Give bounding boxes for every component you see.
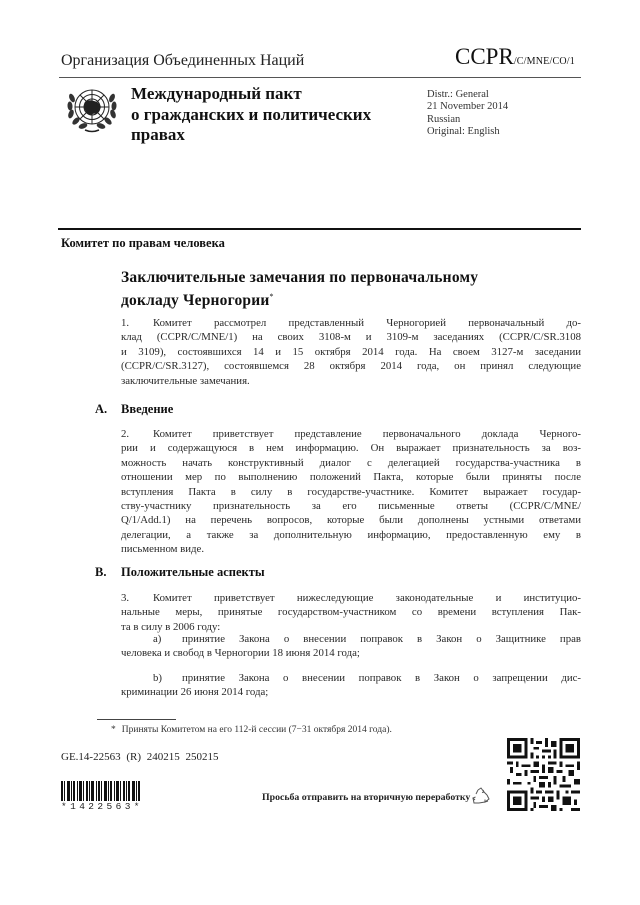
subitem-line: b) принятие Закона о внесении поправок в Закон о запрещении дис-	[153, 672, 581, 684]
distr-original: Original: English	[427, 126, 500, 138]
barcode-icon	[61, 781, 152, 801]
para-line: заключительные замечания.	[121, 374, 250, 387]
para-line: Q/1/Add.1) на перечень вопросов, которые были дополнены устными ответами	[121, 514, 581, 527]
recycle-notice: Просьба отправить на вторичную переработку	[262, 792, 471, 803]
para-line: нальные меры, принятые государством-участником со времени вступления Пак-	[121, 606, 581, 619]
barcode-number: *1422563*	[61, 801, 143, 812]
qr-code-icon	[507, 738, 580, 811]
para-line: та в силу в 2006 году:	[121, 620, 221, 633]
title-line: Заключительные замечания по первоначальному	[121, 269, 479, 286]
distr-general: Distr.: General	[427, 89, 489, 100]
organization-name: Организация Объединенных Наций	[61, 52, 305, 69]
section-heading-a	[95, 402, 173, 417]
subitem-line: криминации 26 июня 2014 года;	[121, 686, 269, 699]
thick-rule	[58, 228, 581, 230]
subitem-mark: a)	[153, 633, 162, 645]
para-line: письменном виде.	[121, 543, 205, 556]
para-line: делегации, а также за дополнительную информацию, предоставленную ему в	[121, 528, 581, 541]
section-heading-b	[95, 565, 265, 580]
title-line-2: докладу Черногории*	[121, 292, 274, 310]
para-line: можность начать конструктивный диалог с делегацией государства-участника в	[121, 456, 581, 469]
para-number: 1.	[121, 317, 130, 329]
section-letter: A.	[95, 402, 108, 416]
treaty-title	[131, 84, 371, 146]
subitem-mark: b)	[153, 672, 162, 684]
subitem-line: человека и свобод в Черногории 18 июня 2014 года;	[121, 647, 360, 660]
distr-language: Russian	[427, 113, 461, 125]
subitem-b	[121, 671, 581, 700]
treaty-title-line: правах	[131, 125, 185, 144]
footnote-mark: *	[111, 725, 116, 735]
para-line: рии и содержащуюся в нем информацию. Он выражает признательность за воз-	[121, 442, 581, 455]
un-emblem-icon	[63, 80, 121, 142]
para-line: 2. Комитет приветствует представление первоначального доклада Черного-	[121, 428, 581, 440]
job-number: GE.14-22563 (R) 240215 250215	[61, 751, 219, 763]
paragraph-3	[121, 591, 581, 634]
para-line: и 3109), состоявшихся 14 и 15 октября 2014 года. На своем 3127-м заседании	[121, 345, 581, 358]
subitem-line: a) принятие Закона о внесении поправок в Закон о Защитнике прав	[153, 633, 581, 645]
para-number: 2.	[121, 428, 130, 440]
header-rule	[59, 77, 581, 78]
section-title: Введение	[121, 402, 174, 416]
para-line: вступления Пакта в силу в государстве-участнике. Комитет выражает государ-	[121, 485, 581, 498]
para-line: клад (CCPR/C/MNE/1) на своих 3108-м и 3109-м заседаниях (CCPR/C/SR.3108	[121, 331, 581, 344]
paragraph-2	[121, 427, 581, 557]
para-line: отношении мер по выполнению положений Пакта, которые были приняты после	[121, 471, 581, 484]
document-symbol	[455, 44, 575, 70]
distribution-block	[427, 89, 508, 139]
para-line: (CCPR/C/SR.3127), состоявшемся 28 октября 2014 года, он принял следующие	[121, 360, 581, 373]
para-line: 3. Комитет приветствует нижеследующие законодательные и институцио-	[121, 592, 581, 604]
committee-name: Комитет по правам человека	[61, 236, 225, 250]
symbol-suffix: /C/MNE/CO/1	[513, 56, 575, 67]
recycle-icon	[471, 786, 491, 806]
footnote-text: Приняты Комитетом на его 112-й сессии (7−31 октября 2014 года).	[121, 725, 392, 735]
para-line: ству-участнику признательность за его письменные ответы (CCPR/C/MNE/	[121, 500, 581, 513]
para-number: 3.	[121, 592, 130, 604]
paragraph-1	[121, 316, 581, 388]
treaty-title-line: Международный пакт	[131, 84, 302, 103]
section-letter: B.	[95, 565, 107, 579]
distr-date: 21 November 2014	[427, 101, 509, 113]
symbol-main: CCPR	[455, 44, 514, 69]
footnote-reference[interactable]: *	[269, 292, 274, 301]
footnote	[111, 725, 392, 735]
subitem-a	[121, 632, 581, 661]
footnote-rule	[97, 719, 176, 720]
section-title: Положительные аспекты	[121, 565, 265, 579]
para-line: 1. Комитет рассмотрел представленный Черногорией первоначальный до-	[121, 317, 581, 329]
treaty-title-line: о гражданских и политических	[131, 104, 372, 124]
document-title	[121, 268, 478, 310]
